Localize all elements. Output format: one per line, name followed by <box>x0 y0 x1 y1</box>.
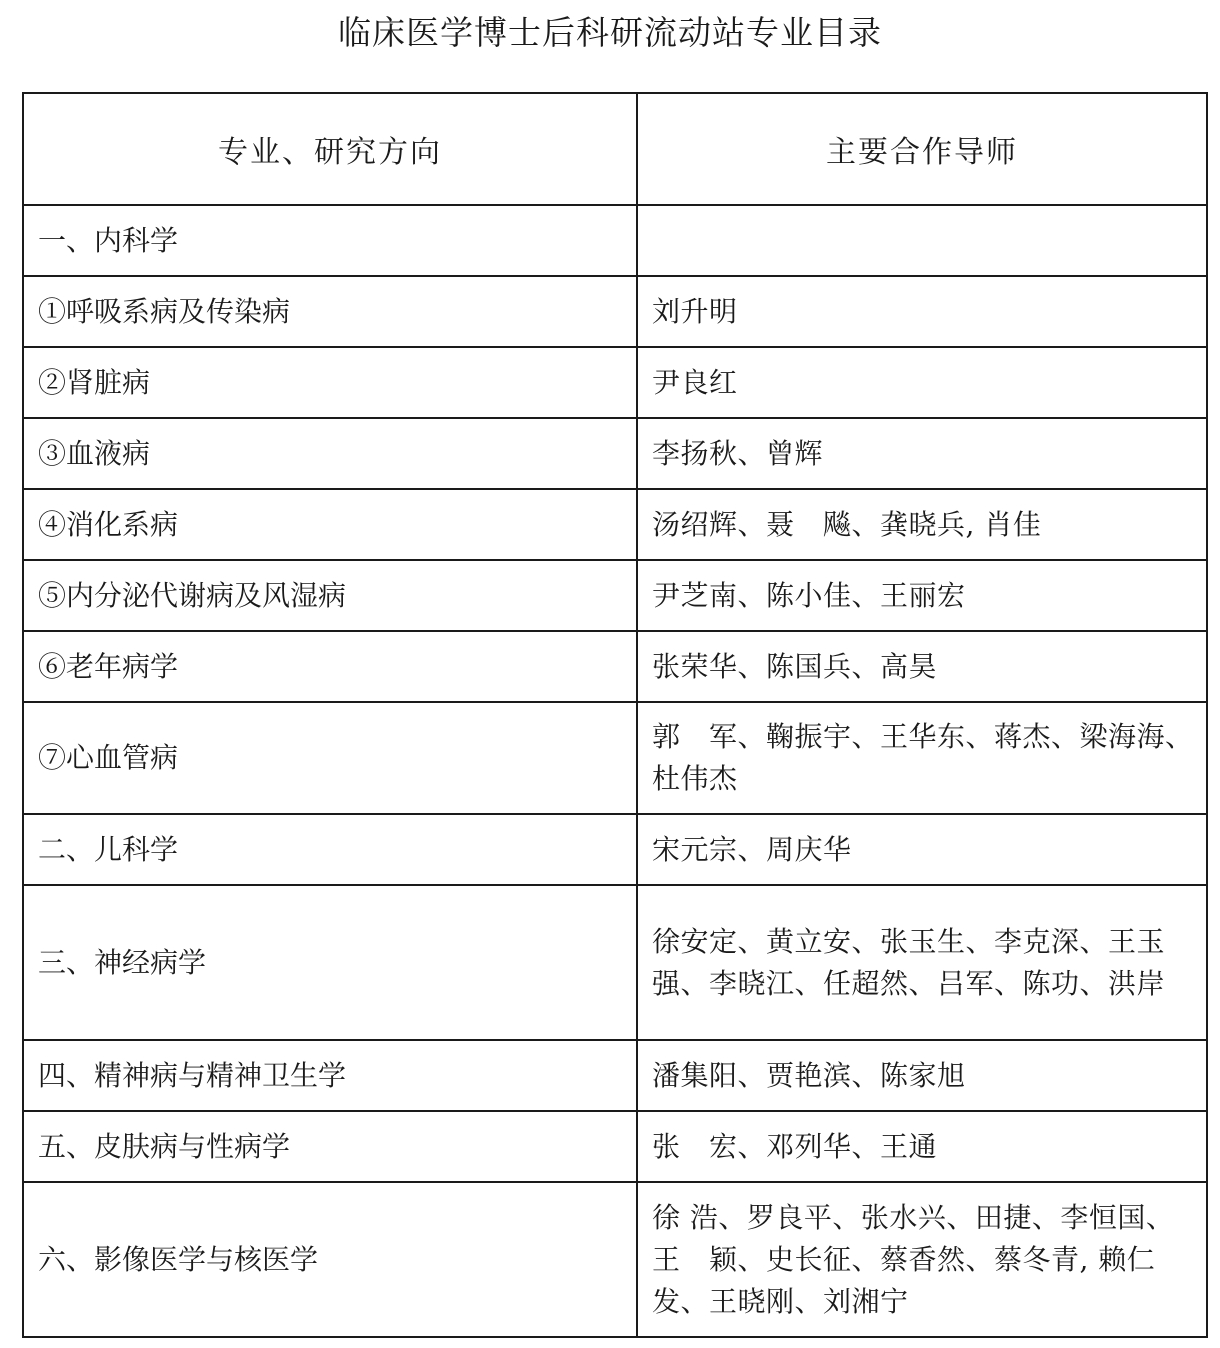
specialty-cell: 六、影像医学与核医学 <box>23 1182 637 1337</box>
specialty-cell: ②肾脏病 <box>23 347 637 418</box>
specialty-cell: 五、皮肤病与性病学 <box>23 1111 637 1182</box>
table-row <box>23 1040 1207 1111</box>
mentors-cell: 尹芝南、陈小佳、王丽宏 <box>637 560 1207 631</box>
mentors-cell: 李扬秋、曾辉 <box>637 418 1207 489</box>
specialty-cell: 四、精神病与精神卫生学 <box>23 1040 637 1111</box>
mentors-cell: 张荣华、陈国兵、高昊 <box>637 631 1207 702</box>
table-row <box>23 702 1207 814</box>
specialty-catalog-table <box>22 92 1208 1338</box>
mentors-cell: 宋元宗、周庆华 <box>637 814 1207 885</box>
table-row <box>23 276 1207 347</box>
mentors-cell: 汤绍辉、聂 飚、龚晓兵, 肖佳 <box>637 489 1207 560</box>
table-row <box>23 489 1207 560</box>
mentors-cell: 郭 军、鞠振宇、王华东、蒋杰、梁海海、杜伟杰 <box>637 702 1207 814</box>
specialty-cell: ④消化系病 <box>23 489 637 560</box>
table-header-row <box>23 93 1207 205</box>
mentors-cell: 张 宏、邓列华、王通 <box>637 1111 1207 1182</box>
mentors-cell <box>637 205 1207 276</box>
specialty-cell: 三、神经病学 <box>23 885 637 1040</box>
mentors-cell: 徐安定、黄立安、张玉生、李克深、王玉强、李晓江、任超然、吕军、陈功、洪岸 <box>637 885 1207 1040</box>
specialty-cell: 一、内科学 <box>23 205 637 276</box>
table-row <box>23 631 1207 702</box>
specialty-cell: ⑤内分泌代谢病及风湿病 <box>23 560 637 631</box>
specialty-cell: 二、儿科学 <box>23 814 637 885</box>
table-row <box>23 347 1207 418</box>
specialty-cell: ①呼吸系病及传染病 <box>23 276 637 347</box>
table-row <box>23 418 1207 489</box>
mentors-cell: 徐 浩、罗良平、张水兴、田捷、李恒国、王 颖、史长征、蔡香然、蔡冬青, 赖仁发、王晓刚、刘湘宁 <box>637 1182 1207 1337</box>
table-row <box>23 560 1207 631</box>
table-row <box>23 1182 1207 1337</box>
table-row <box>23 1111 1207 1182</box>
specialty-cell: ③血液病 <box>23 418 637 489</box>
header-mentors: 主要合作导师 <box>637 93 1207 205</box>
mentors-cell: 潘集阳、贾艳滨、陈家旭 <box>637 1040 1207 1111</box>
table-row <box>23 205 1207 276</box>
table-row <box>23 814 1207 885</box>
page-title: 临床医学博士后科研流动站专业目录 <box>338 13 882 52</box>
mentors-cell: 刘升明 <box>637 276 1207 347</box>
specialty-cell: ⑥老年病学 <box>23 631 637 702</box>
mentors-cell: 尹良红 <box>637 347 1207 418</box>
specialty-cell: ⑦心血管病 <box>23 702 637 814</box>
header-specialty: 专业、研究方向 <box>23 93 637 205</box>
table-row <box>23 885 1207 1040</box>
